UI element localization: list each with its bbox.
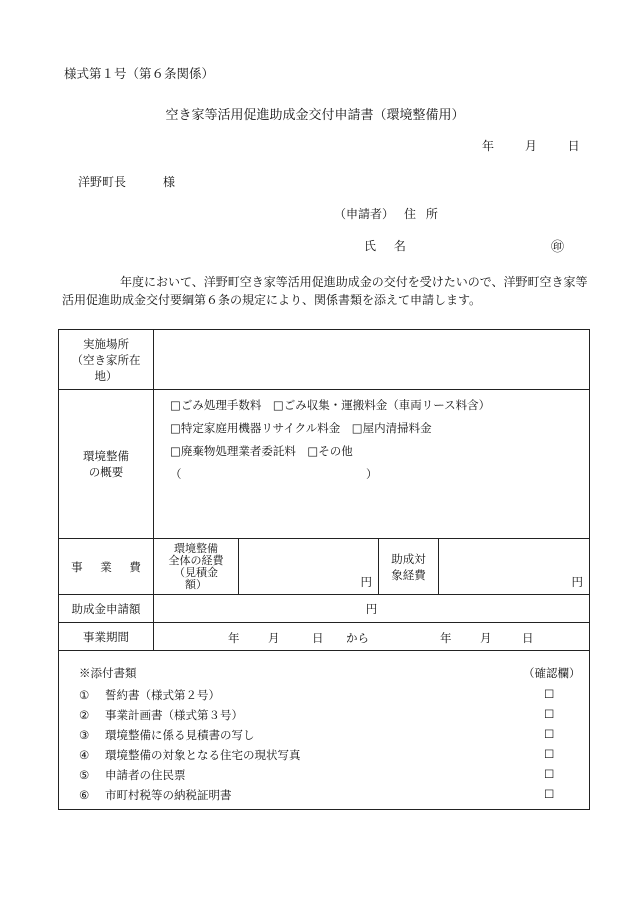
request-row <box>59 595 590 623</box>
attachments-title: ※添付書類 <box>79 666 137 680</box>
attachment-checkbox[interactable]: ☐ <box>544 727 555 741</box>
location-label <box>59 330 154 390</box>
subsidy-cost-label-line: 象経費 <box>391 567 426 582</box>
period-start-day: 日 <box>312 630 324 645</box>
location-label-line: （空き家所在 <box>71 352 141 367</box>
attachments-cell <box>59 651 590 810</box>
attachment-checkbox[interactable]: ☐ <box>544 707 555 721</box>
attachment-text: 事業計画書（様式第３号） <box>105 708 243 722</box>
attachment-checkbox[interactable]: ☐ <box>544 687 555 701</box>
confirm-column-label: （確認欄） <box>523 666 581 680</box>
period-end-day: 日 <box>522 630 534 645</box>
location-label-line: 地） <box>94 368 118 383</box>
total-cost-label <box>154 539 239 595</box>
period-end-year: 年 <box>440 630 452 645</box>
total-cost-label-line: 額） <box>185 577 207 591</box>
overview-row <box>59 390 590 539</box>
subsidy-cost-label-line: 助成対 <box>391 551 426 566</box>
cost-row <box>59 539 590 595</box>
option-line-1[interactable]: □ごみ処理手数料 □ごみ収集・運搬料金（車両リース料含） <box>170 398 491 412</box>
subsidy-cost-label <box>379 539 439 595</box>
attachment-checkbox[interactable]: ☐ <box>544 767 555 781</box>
overview-label <box>59 390 154 539</box>
attachment-text: 誓約書（様式第２号） <box>105 688 220 702</box>
seal-mark: ㊞ <box>551 240 565 255</box>
attachment-item <box>79 707 243 723</box>
attachments-row <box>59 651 590 810</box>
applicant-label: （申請者） <box>334 207 395 221</box>
request-amount-field[interactable] <box>154 595 590 623</box>
form-title: 空き家等活用促進助成金交付申請書（環境整備用） <box>165 108 465 123</box>
period-start-month: 月 <box>268 630 280 645</box>
cost-label: 事 業 費 <box>59 539 154 595</box>
overview-label-line: の概要 <box>88 465 124 479</box>
period-field[interactable] <box>154 623 590 651</box>
attachment-number: ③ <box>79 728 90 742</box>
overview-label-line: 環境整備 <box>83 449 129 463</box>
attachment-item <box>79 787 232 803</box>
attachment-number: ④ <box>79 748 90 762</box>
overview-options[interactable] <box>154 390 590 539</box>
period-start-year: 年 <box>228 630 240 645</box>
total-cost-label-line: 全体の経費 <box>168 553 224 567</box>
location-label-line: 実施場所 <box>83 336 129 351</box>
address-label: 住 所 <box>404 207 438 221</box>
attachment-number: ② <box>79 708 90 722</box>
total-cost-label-line: （見積金 <box>174 565 218 579</box>
yen-unit: 円 <box>571 575 583 589</box>
addressee: 洋野町長 <box>78 175 127 189</box>
location-row <box>59 330 590 390</box>
attachment-text: 市町村税等の納税証明書 <box>105 788 232 802</box>
other-close-paren: ） <box>366 467 378 481</box>
period-row <box>59 623 590 651</box>
name-label: 氏 名 <box>364 239 406 253</box>
location-field[interactable] <box>154 330 590 390</box>
yen-unit: 円 <box>360 575 372 589</box>
attachment-text: 申請者の住民票 <box>105 768 186 782</box>
other-open-paren: （ <box>170 467 182 481</box>
attachment-checkbox[interactable]: ☐ <box>544 747 555 761</box>
total-cost-field[interactable] <box>239 539 379 595</box>
attachment-checkbox[interactable]: ☐ <box>544 787 555 801</box>
attachment-item <box>79 747 301 763</box>
attachment-text: 環境整備に係る見積書の写し <box>105 728 255 742</box>
date-line: 年 月 日 <box>482 139 580 153</box>
application-table <box>58 329 590 810</box>
attachment-text: 環境整備の対象となる住宅の現状写真 <box>105 748 301 762</box>
option-line-2[interactable]: □特定家庭用機器リサイクル料金 □屋内清掃料金 <box>170 421 432 435</box>
attachment-number: ⑥ <box>79 788 90 802</box>
attachment-item <box>79 687 220 703</box>
yen-unit: 円 <box>365 601 378 616</box>
attachment-number: ① <box>79 688 90 702</box>
total-cost-label-line: 環境整備 <box>174 541 218 555</box>
attachment-item <box>79 767 186 783</box>
period-from: から <box>346 630 369 645</box>
period-label: 事業期間 <box>59 623 154 651</box>
subsidy-cost-field[interactable] <box>439 539 590 595</box>
form-number: 様式第１号（第６条関係） <box>64 66 215 81</box>
attachment-number: ⑤ <box>79 768 90 782</box>
addressee-suffix: 様 <box>163 175 176 189</box>
attachment-item <box>79 727 255 743</box>
period-end-month: 月 <box>480 630 492 645</box>
application-statement: 年度において、洋野町空き家等活用促進助成金の交付を受けたいので、洋野町空き家等活用促進助成金交付要綱第６条の規定により、関係書類を添えて申請します。 <box>62 275 588 307</box>
option-line-3[interactable]: □廃棄物処理業者委託料 □その他 <box>170 444 353 458</box>
request-label: 助成金申請額 <box>59 595 154 623</box>
